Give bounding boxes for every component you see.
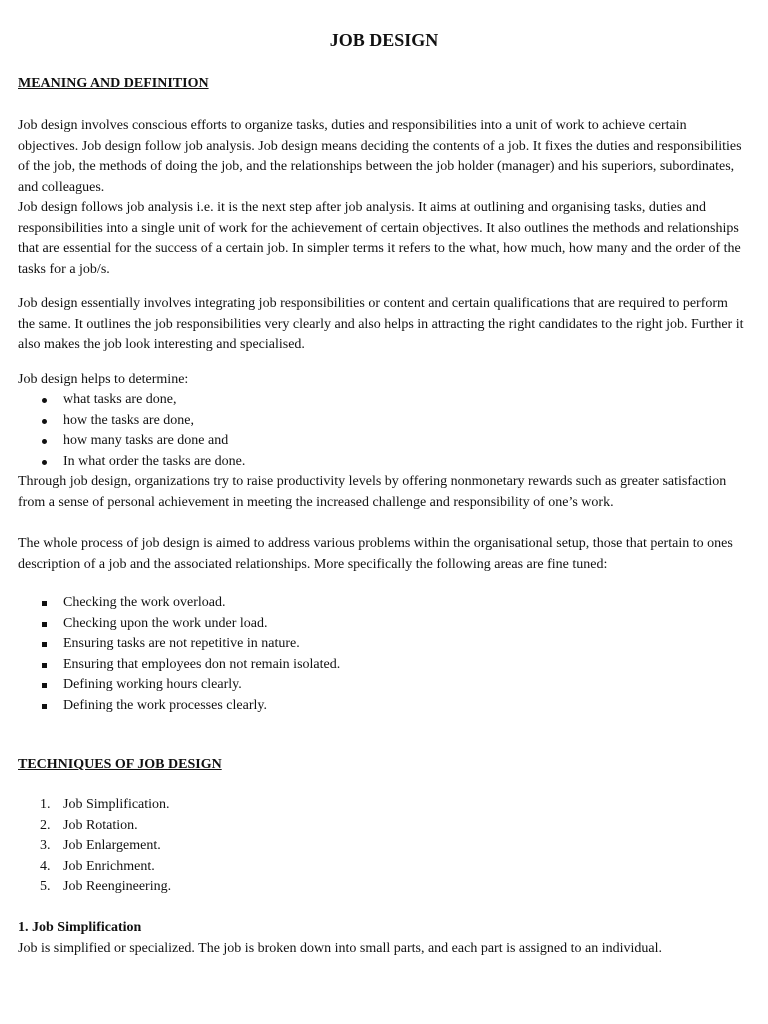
determine-list [18,390,738,472]
page-title: JOB DESIGN [329,30,439,50]
bullet-icon [42,460,47,465]
list-item: Defining the work processes clearly. [18,696,738,717]
list-number: 2. [40,817,51,833]
areas-list [18,593,738,716]
list-number: 3. [40,838,51,853]
list-item: Checking the work overload. [18,593,738,614]
list-item: 3. Job Enlargement. [18,836,738,857]
bullet-icon [42,398,47,403]
section-heading-meaning: MEANING AND DEFINITION [18,76,209,91]
list-item: Ensuring that employees don not remain isolated. [18,655,738,676]
list-item: how many tasks are done and [18,431,738,452]
list-number: 1. [40,797,51,812]
list-item: 1. Job Simplification. [18,795,738,816]
square-bullet-icon [42,642,47,647]
paragraph-job-simplification: Job is simplified or specialized. The job is broken down into small parts, and each part is assigned to an individual. [18,941,663,956]
list-item: Checking upon the work under load. [18,614,738,635]
subheading-job-simplification: 1. Job Simplification [18,920,142,935]
list-item: In what order the tasks are done. [18,452,738,473]
list-number: 4. [40,858,51,874]
paragraph-definition: Job design involves conscious efforts to organize tasks, duties and responsibilities into a unit of work to achieve certain objectives. Job design follow job analysis. Job design means deciding the contents of a job. It fixes the duties and responsibilities of the job, the methods of doing the job, and the relationships between the job holder (manager) and his superiors, subordinates, and colleagues. [18,118,742,195]
square-bullet-icon [42,601,47,606]
square-bullet-icon [42,663,47,668]
bullet-icon [42,439,47,444]
paragraph-follows-analysis: Job design follows job analysis i.e. it is the next step after job analysis. It aims at outlining and organising tasks, duties and responsibilities into a single unit of work for the achievement of certain objectives. It also outlines the methods and relationships that are essential for the success of a certain job. In simpler terms it refers to the what, how much, how many and the order of the tasks for a job/s. [18,200,741,277]
paragraph-helps-determine: Job design helps to determine: [18,372,189,387]
list-item: Defining working hours clearly. [18,675,738,696]
paragraph-integrating: Job design essentially involves integrating job responsibilities or content and certain qualifications that are required to perform the same. It outlines the job responsibilities very clearly and also helps in attracting the right candidates to the right job. Further it also makes the job look interesting and specialised. [18,296,744,352]
square-bullet-icon [42,683,47,688]
paragraph-productivity: Through job design, organizations try to raise productivity levels by offering nonmonetary rewards such as greater satisfaction from a sense of personal achievement in meeting the increased challenge and responsibility of one’s work. [18,474,727,510]
paragraph-whole-process: The whole process of job design is aimed to address various problems within the organisational setup, those that pertain to ones description of a job and the associated relationships. More specifically the following areas are fine tuned: [18,536,733,572]
techniques-list [18,795,738,898]
list-number: 5. [40,879,51,894]
list-item: Ensuring tasks are not repetitive in nature. [18,634,738,655]
list-item: 2. Job Rotation. [18,816,738,837]
square-bullet-icon [42,704,47,709]
list-item: how the tasks are done, [18,411,738,432]
square-bullet-icon [42,622,47,627]
list-item: 4. Job Enrichment. [18,857,738,878]
bullet-icon [42,419,47,424]
list-item: 5. Job Reengineering. [18,877,738,898]
list-item: what tasks are done, [18,390,738,411]
section-heading-techniques: TECHNIQUES OF JOB DESIGN [18,757,222,772]
